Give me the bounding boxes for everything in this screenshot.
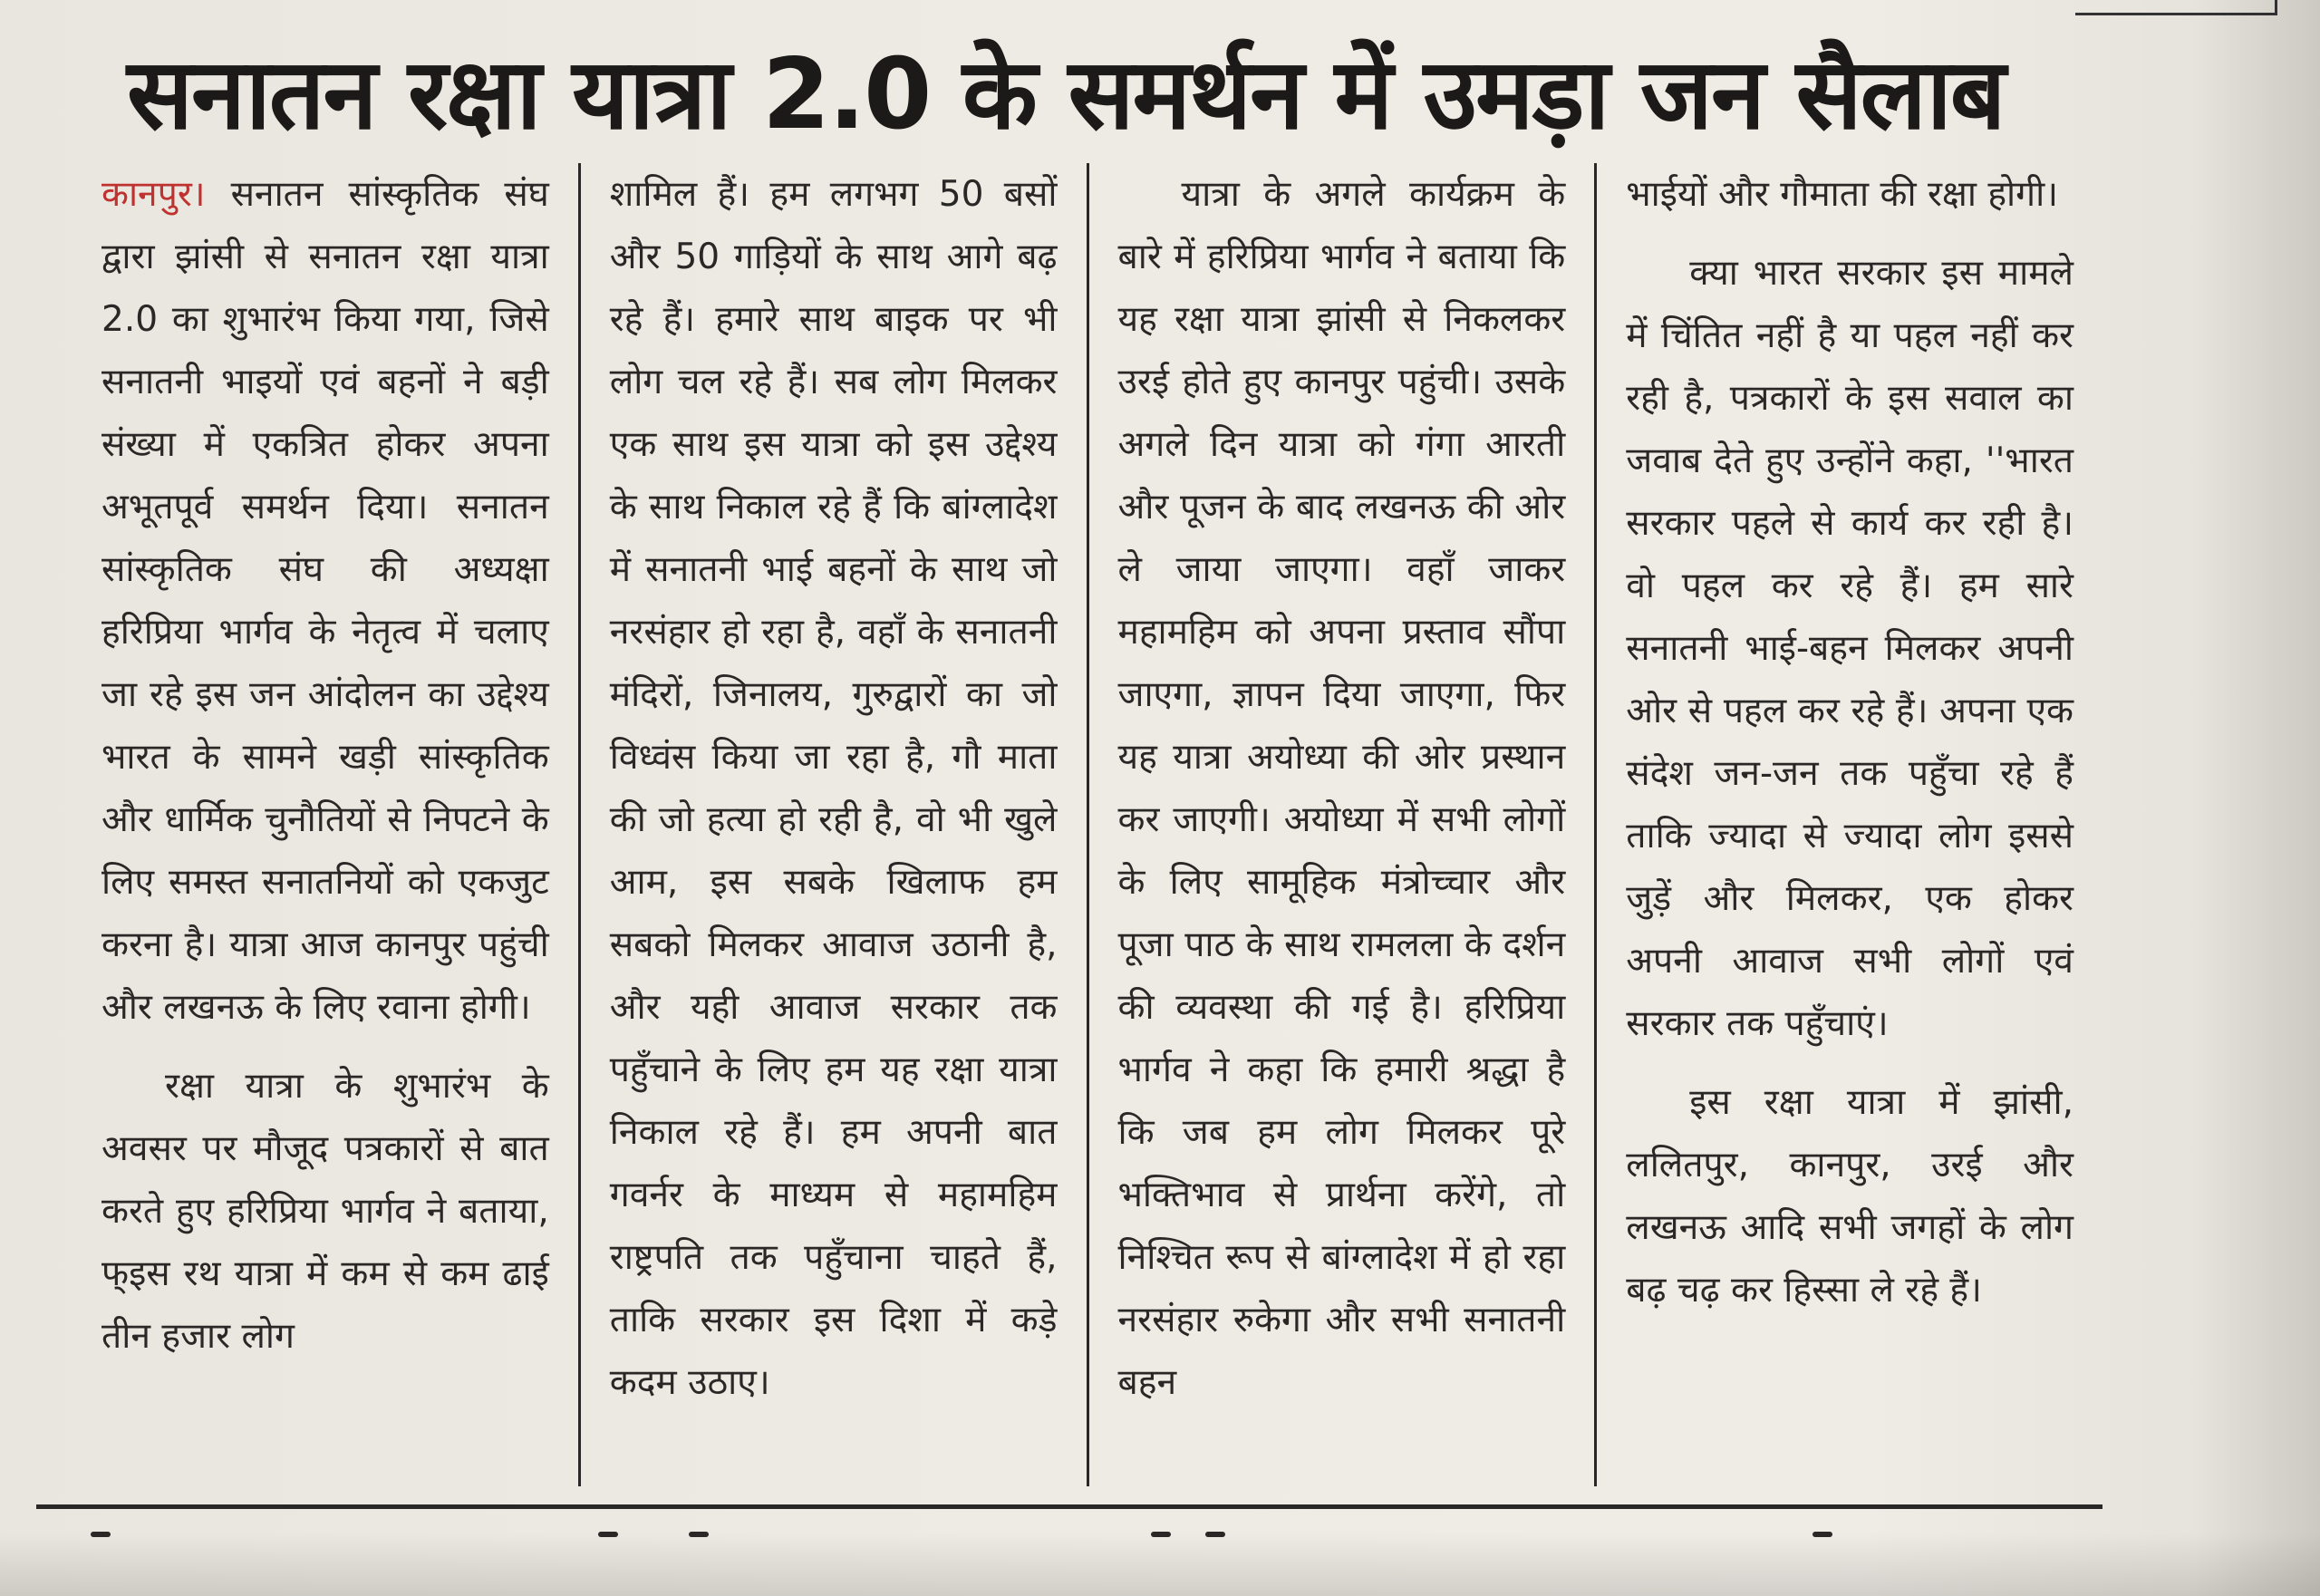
article-paragraph: भाईयों और गौमाता की रक्षा होगी। [1626, 174, 2059, 215]
article-column-2 [578, 163, 1087, 1486]
article-paragraph: शामिल हैं। हम लगभग 50 बसों और 50 गाड़ियों के साथ आगे बढ़ रहे हैं। हमारे साथ बाइक पर भी लोग चल रहे हैं। सब लोग मिलकर एक साथ इस यात्रा को इस उद्देश्य के साथ निकाल रहे हैं कि बांग्लादेश में सनातनी भाई बहनों के साथ जो नरसंहार हो रहा है, वहाँ के सनातनी मंदिरों, जिनालय, गुरुद्वारों का जो विध्वंस किया जा रहा है, गौ माता की जो हत्या हो रही है, वो भी खुले आम, इस सबके खिलाफ हम सबको मिलकर आवाज उठानी है, और यही आवाज सरकार तक पहुँचाने के लिए हम यह रक्षा यात्रा निकाल रहे हैं। हम अपनी बात गवर्नर के माध्यम से महामहिम राष्ट्रपति तक पहुँचाना चाहते हैं, ताकि सरकार इस दिशा में कड़े कदम उठाए। [609, 174, 1058, 1403]
article-column-3 [1087, 163, 1595, 1486]
article-paragraph-text: सनातन सांस्कृतिक संघ द्वारा झांसी से सनातन रक्षा यात्रा 2.0 का शुभारंभ किया गया, जिसे सनातनी भाइयों एवं बहनों ने बड़ी संख्या में एकत्रित होकर अपना अभूतपूर्व समर्थन दिया। सनातन सांस्कृतिक संघ की अध्यक्षा हरिप्रिया भार्गव के नेतृत्व में चलाए जा रहे इस जन आंदोलन का उद्देश्य भारत के सामने खड़ी सांस्कृतिक और धार्मिक चुनौतियों से निपटने के लिए समस्त सनातनियों को एकजुट करना है। यात्रा आज कानपुर पहुंची और लखनऊ के लिए रवाना होगी। [102, 174, 549, 1028]
article-paragraph [102, 163, 549, 1039]
article-paragraph: रक्षा यात्रा के शुभारंभ के अवसर पर मौजूद पत्रकारों से बात करते हुए हरिप्रिया भार्गव ने बताया, फ्इस रथ यात्रा में कम से कम ढाई तीन हजार लोग [102, 1066, 549, 1357]
article-paragraph: इस रक्षा यात्रा में झांसी, ललितपुर, कानपुर, उरई और लखनऊ आदि सभी जगहों के लोग बढ़ चढ़ कर हिस्सा ले रहे हैं। [1626, 1082, 2074, 1311]
article-dateline: कानपुर। [102, 174, 206, 215]
article-column-1 [72, 163, 578, 1486]
page-shadow-right [2193, 0, 2320, 1596]
article-columns [72, 163, 2102, 1486]
article-headline: सनातन रक्षा यात्रा 2.0 के समर्थन में उमड़ा जन सैलाब [127, 38, 2005, 151]
bottom-rule [36, 1504, 2102, 1509]
page-shadow-bottom [0, 1533, 2320, 1596]
article-column-4 [1594, 163, 2102, 1486]
article-paragraph: यात्रा के अगले कार्यक्रम के बारे में हरिप्रिया भार्गव ने बताया कि यह रक्षा यात्रा झांसी से निकलकर उरई होते हुए कानपुर पहुंची। उसके अगले दिन यात्रा को गंगा आरती और पूजन के बाद लखनऊ की ओर ले जाया जाएगा। वहाँ जाकर महामहिम को अपना प्रस्ताव सौंपा जाएगा, ज्ञापन दिया जाएगा, फिर यह यात्रा अयोध्या की ओर प्रस्थान कर जाएगी। अयोध्या में सभी लोगों के लिए सामूहिक मंत्रोच्चार और पूजा पाठ के साथ रामलला के दर्शन की व्यवस्था की गई है। हरिप्रिया भार्गव ने कहा कि हमारी श्रद्धा है कि जब हम लोग मिलकर पूरे भक्तिभाव से प्रार्थना करेंगे, तो निश्चित रूप से बांग्लादेश में हो रहा नरसंहार रुकेगा और सभी सनातनी बहन [1117, 174, 1566, 1403]
article-paragraph: क्या भारत सरकार इस मामले में चिंतित नहीं है या पहल नहीं कर रही है, पत्रकारों के इस सवाल का जवाब देते हुए उन्होंने कहा, ''भारत सरकार पहले से कार्य कर रही है। वो पहल कर रहे हैं। हम सारे सनातनी भाई-बहन मिलकर अपनी ओर से पहल कर रहे हैं। अपना एक संदेश जन-जन तक पहुँचा रहे हैं ताकि ज्यादा से ज्यादा लोग इससे जुड़ें और मिलकर, एक होकर अपनी आवाज सभी लोगों एवं सरकार तक पहुँचाएं। [1626, 253, 2074, 1044]
